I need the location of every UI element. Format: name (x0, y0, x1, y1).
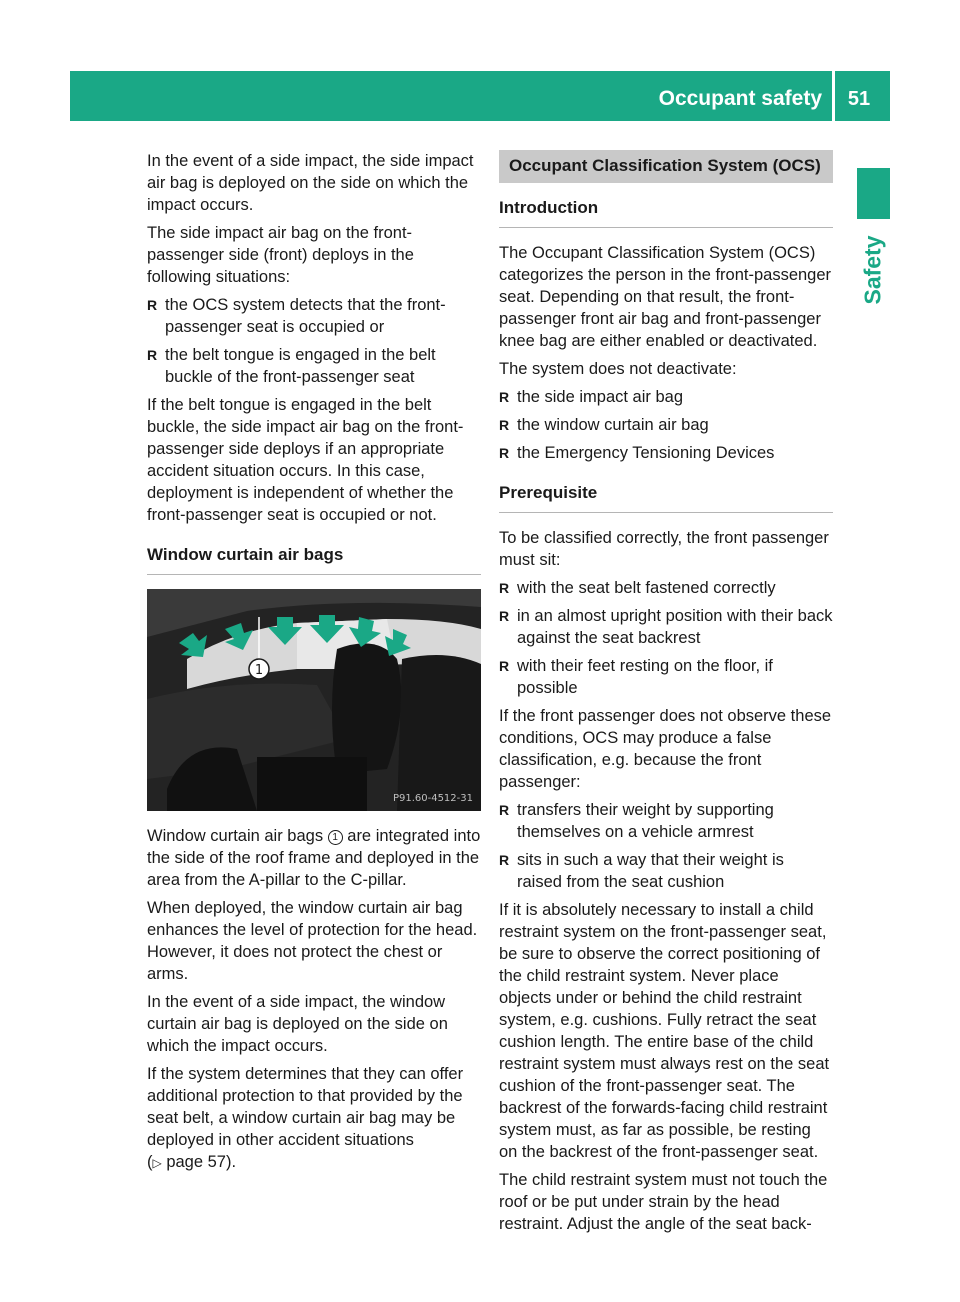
section-heading-introduction: Introduction (499, 197, 833, 228)
paragraph: The Occupant Classification System (OCS) categorizes the person in the front-passenger seat. Depending on that result, the front-passenger front air bag and front-passenger knee bag are either enabled or deactivated. (499, 244, 832, 350)
page-reference-arrow-icon: ▷ (152, 1156, 162, 1170)
bullet-list (499, 577, 833, 699)
side-tab-marker (857, 168, 890, 219)
side-tab-label: Safety (859, 235, 886, 305)
paragraph: If the system determines that they can offer additional protection to that provided by the seat belt, a window curtain air bag may be deployed in other accident situations (▷ page 57). (147, 1065, 464, 1171)
paragraph: In the event of a side impact, the side impact air bag is deployed on the side on which the impact occurs. (147, 152, 474, 214)
section-heading-prerequisite: Prerequisite (499, 482, 833, 513)
paragraph: If the belt tongue is engaged in the belt buckle, the side impact air bag on the front-passenger side deploys if an appropriate accident situation occurs. In this case, deployment is independent of whether the front-passenger seat is occupied or not. (147, 396, 464, 524)
bullet-glyph: R (499, 417, 510, 433)
figure-callout-number: 1 (254, 663, 264, 678)
callout-marker: 1 (328, 830, 343, 845)
page-number: 51 (847, 88, 871, 110)
section-heading-window-curtain: Window curtain air bags (147, 544, 481, 575)
list-item: R the Emergency Tensioning Devices (499, 444, 775, 462)
bullet-glyph: R (147, 347, 158, 363)
bullet-list (499, 799, 833, 893)
paragraph: If it is absolutely necessary to install a child restraint system on the front-passenger seat, be sure to observe the correct positioning of the child restraint system. Never place objects under or behind the child restraint system, e.g. cushions. Fully retract the seat cushion length. The entire base of the child restraint system must always rest on the seat cushion of the front-passenger seat. The backrest of the forwards-facing child restraint system must, as far as possible, be resting on the backrest of the front-passenger seat. (499, 901, 830, 1161)
header-separator (832, 71, 835, 121)
list-item: R with the seat belt fastened correctly (499, 579, 776, 597)
list-item: R transfers their weight by supporting themselves on a vehicle armrest (499, 801, 774, 841)
bullet-glyph: R (499, 608, 510, 624)
page-section-title: Occupant safety (658, 87, 822, 110)
list-item: R the belt tongue is engaged in the belt buckle of the front-passenger seat (147, 346, 436, 386)
bullet-glyph: R (499, 580, 510, 596)
paragraph: Window curtain air bags 1 are integrated into the side of the roof frame and deployed in the area from the A-pillar to the C-pillar. (147, 827, 481, 889)
bullet-list (499, 386, 833, 464)
list-item: R the side impact air bag (499, 388, 684, 406)
list-item: R the window curtain air bag (499, 416, 709, 434)
bullet-glyph: R (499, 852, 510, 868)
left-column (147, 150, 481, 1180)
right-column (499, 150, 833, 1241)
bullet-glyph: R (499, 389, 510, 405)
paragraph: To be classified correctly, the front passenger must sit: (499, 529, 829, 569)
paragraph: In the event of a side impact, the window curtain air bag is deployed on the side on which the impact occurs. (147, 993, 448, 1055)
bullet-glyph: R (499, 445, 510, 461)
window-curtain-airbag-figure (147, 589, 481, 811)
paragraph: When deployed, the window curtain air bag enhances the level of protection for the head. However, it does not protect the chest or arms. (147, 899, 478, 983)
bullet-list (147, 294, 481, 388)
bullet-glyph: R (499, 802, 510, 818)
list-item: R the OCS system detects that the front-passenger seat is occupied or (147, 296, 446, 336)
list-item: R with their feet resting on the floor, if possible (499, 657, 773, 697)
bullet-glyph: R (499, 658, 510, 674)
paragraph: If the front passenger does not observe these conditions, OCS may produce a false classification, e.g. because the front passenger: (499, 707, 832, 791)
page-reference-link[interactable]: page 57). (166, 1153, 237, 1171)
bullet-glyph: R (147, 297, 158, 313)
paragraph: The system does not deactivate: (499, 360, 737, 378)
paragraph: The child restraint system must not touch the roof or be put under strain by the head restraint. Adjust the angle of the seat back- (499, 1171, 828, 1233)
list-item: R sits in such a way that their weight is raised from the seat cushion (499, 851, 784, 891)
section-box-heading-ocs: Occupant Classification System (OCS) (499, 150, 833, 183)
car-interior-illustration (147, 589, 481, 811)
paragraph: The side impact air bag on the front-passenger side (front) deploys in the following situations: (147, 224, 414, 286)
figure-code: P91.60-4512-31 (392, 793, 473, 804)
list-item: R in an almost upright position with their back against the seat backrest (499, 607, 833, 647)
